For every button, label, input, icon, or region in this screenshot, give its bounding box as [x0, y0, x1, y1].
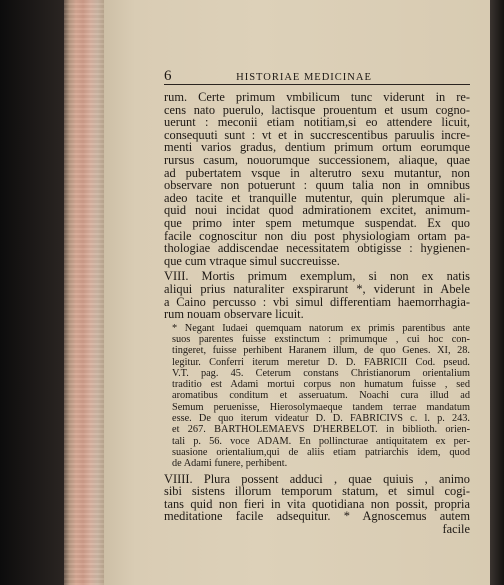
text-line: quid noui incidat quod admirationem excitet, animum-	[164, 203, 470, 218]
text-line: rursus casum, nouorumque successionem, aliaque, quae	[164, 152, 470, 167]
footnote-line: tali p. 56. voce ADAM. En pollincturae antiquitatem ex per-	[172, 435, 470, 447]
footnote-line: V.T. pag. 45. Ceterum constans Christianorum orientalium	[172, 367, 470, 379]
text-line: consequuti sunt : vt et in succrescentibus paruulis incre-	[164, 127, 470, 142]
text-line: sibi sistens illorum temporum statum, et simul cogi-	[164, 484, 470, 499]
book-binding-edge	[64, 0, 104, 585]
footnote	[164, 323, 470, 470]
footnote-line: legitur. Conferri iterum meretur D. D. FABRICII Cod. pseud.	[172, 356, 470, 368]
paragraph-viiii	[164, 473, 470, 536]
footnote-line: tingeret, fuisse perhibent Haranem illum, de quo Genes. XI, 28.	[172, 345, 470, 357]
footnote-line: suos parentes fuisse exstinctum : primumque , cui hoc con-	[172, 333, 470, 345]
text-line: menti varios gradus, dentium primum ortum eorumque	[164, 140, 470, 155]
footnote-line: aromatibus conditum et asseruatum. Noachi cura illud ad	[172, 390, 470, 402]
text-line: a Caino percusso : vbi simul differentiam haemorrhagia-	[164, 294, 470, 309]
running-head-title: HISTORIAE MEDICINAE	[236, 72, 372, 83]
footnote-line: de Adami funere, perhibent.	[172, 458, 288, 470]
page-number: 6	[164, 68, 172, 84]
text-line: rum. Certe primum vmbilicum tunc viderunt in re-	[164, 90, 470, 104]
text-line: adeo tacite et tranquille mutentur, quin plerumque ali-	[164, 190, 470, 205]
left-page-shadow	[0, 0, 64, 585]
text-line: uerunt : meconii etiam notitiam,si eo attendere licuit,	[164, 115, 470, 130]
text-line: cens nato puerulo, lactisque prouentum et usum cogno-	[164, 102, 470, 117]
text-line: rum nouam observare licuit.	[164, 307, 304, 322]
text-line: facile cognoscitur non diu post physiologiam ortam pa-	[164, 228, 470, 243]
text-line: que cum vtraque simul succreuisse.	[164, 253, 340, 268]
text-line: tans quid non fieri in vita quotidiana non possit, propria	[164, 496, 470, 511]
page-text-block	[164, 68, 470, 536]
paragraph-viii	[164, 270, 470, 320]
body-text	[164, 91, 470, 536]
footnote-line: suasione orientalium,qui de aliis etiam patriarchis idem, quod	[172, 446, 470, 458]
text-line: que primo inter spem metumque suspendat. Ex quo	[164, 215, 470, 230]
footnote-line: Semum peruenisse, Hierosolymaeque tandem terrae mandatum	[172, 401, 470, 413]
footnote-line: * Negant Iudaei quemquam natorum ex primis parentibus ante	[172, 322, 470, 334]
running-head	[164, 68, 470, 85]
footnote-line: et 267. BARTHOLEMAEVS D'HERBELOT. in biblioth. orien-	[172, 424, 470, 436]
text-line: meditatione facile adsequitur. * Agnoscemus autem	[164, 509, 470, 524]
text-line: VIIII. Plura possent adduci , quae quiuis , animo	[164, 471, 470, 486]
paragraph-vii-continuation	[164, 91, 470, 267]
text-line: thologiae addiscendae necessitatem obtigisse : hygienen-	[164, 241, 470, 256]
footnote-line: traditio est Adami mortui corpus non humatum fuisse , sed	[172, 379, 470, 391]
text-line: VIII. Mortis primum exemplum, si non ex natis	[164, 269, 470, 284]
catchword-line	[164, 523, 470, 536]
footnote-line: esse. De quo iterum videatur D. D. FABRICIVS c. l. p. 243.	[172, 413, 470, 425]
right-page-shadow	[490, 0, 504, 585]
text-line: observare non potuerunt : quum talia non in omnibus	[164, 178, 470, 193]
catchword: facile	[442, 521, 470, 536]
text-line: ad pubertatem vsque in alterutro sexu mutantur, non	[164, 165, 470, 180]
text-line: aliqui prius naturaliter exspirarunt *, viderunt in Abele	[164, 281, 470, 296]
